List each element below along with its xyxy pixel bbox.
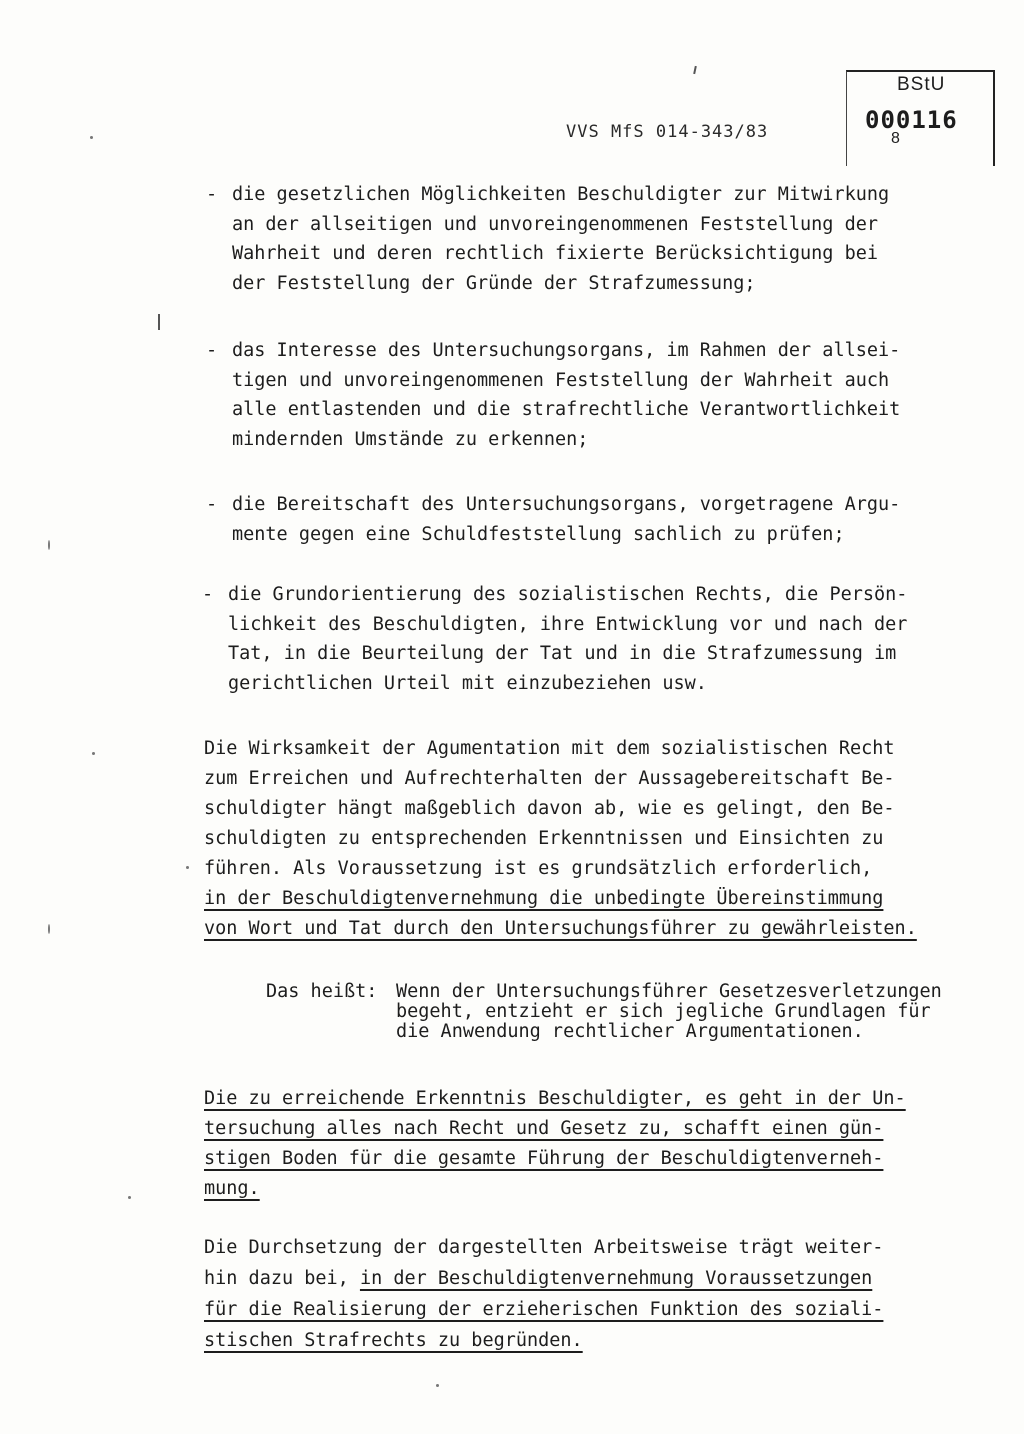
margin-mark [693,66,697,74]
paper-speck [92,752,95,755]
document-reference: VVS MfS 014-343/83 [566,122,769,142]
paper-speck [48,924,50,934]
bullet-dash: - [206,340,218,361]
bullet-item [202,580,992,698]
bullet-item [206,180,996,298]
paper-speck [436,1384,439,1387]
paper-speck [128,1196,131,1199]
bullet-dash: - [206,184,218,205]
paragraph-text: Die Durchsetzung der dargestellten Arbeitsweise trägt weiter- hin dazu bei, [204,1237,884,1289]
paragraph-underlined-text: in der Beschuldigtenvernehmung Voraussetzungen für die Realisierung der erzieherischen Funktion des soziali- stischen Strafrechts zu begründen. [204,1268,884,1351]
paragraph-underlined-text: in der Beschuldigtenvernehmung die unbedingte Übereinstimmung von Wort und Tat durch den Untersuchungsführer zu gewährleisten. [204,888,917,939]
paper-speck [90,136,93,139]
bullet-item [206,336,996,454]
bullet-item [206,490,996,549]
quote-lead: Das heißt: [266,981,378,1002]
paragraph-argumentation [204,734,994,944]
stamp-subnumber: 8 [891,130,900,147]
stamp-number: 000116 [865,106,958,134]
bullet-text: das Interesse des Untersuchungsorgans, im Rahmen der allsei- tigen und unvoreingenommenen Feststellung der Wahrheit auch alle entlastenden und die strafrechtliche Verantwortlichkeit mindernden Umstände zu erkennen; [232,340,901,450]
quote-block [266,982,1006,1042]
paragraph-durchsetzung [204,1232,994,1356]
bullet-text: die Grundorientierung des sozialistischen Rechts, die Persön- lichkeit des Beschuldigten, ihre Entwicklung vor und nach der Tat, in die Beurteilung der Tat und in die Strafzumessung im gerichtlichen Urteil mit einzubeziehen usw. [228,584,908,694]
stamp-title: BStU [897,74,946,95]
paragraph-text: Die Wirksamkeit der Agumentation mit dem sozialistischen Recht zum Erreichen und Aufrechterhalten der Aussagebereitschaft Be- schuldigter hängt maßgeblich davon ab, wie es gelingt, den Be- schuldigten zu entsprechenden Erkenntnissen und Einsichten zu führen. Als Voraussetzung ist es grundsätzlich erforderlich, [204,738,895,879]
archive-stamp [846,70,995,166]
paper-speck [186,866,189,869]
paragraph-underlined-text: Die zu erreichende Erkenntnis Beschuldigter, es geht in der Un- tersuchung alles nach Recht und Gesetz zu, schafft einen gün- stigen Boden für die gesamte Führung der Beschuldigtenverneh- mung. [204,1088,906,1199]
bullet-dash: - [202,584,214,605]
bullet-text: die Bereitschaft des Untersuchungsorgans, vorgetragene Argu- mente gegen eine Schuldfeststellung sachlich zu prüfen; [232,494,901,545]
paragraph-erkenntnis [204,1084,994,1204]
margin-mark [158,314,160,330]
quote-body: Wenn der Untersuchungsführer Gesetzesverletzungen begeht, entzieht er sich jegliche Grundlagen für die Anwendung rechtlicher Argumentationen. [396,981,942,1042]
bullet-text: die gesetzlichen Möglichkeiten Beschuldigter zur Mitwirkung an der allseitigen und unvoreingenommenen Feststellung der Wahrheit und deren rechtlich fixierte Berücksichtigung bei der Feststellung der Gründe der Strafzumessung; [232,184,890,294]
paper-speck [48,540,50,550]
bullet-dash: - [206,494,218,515]
